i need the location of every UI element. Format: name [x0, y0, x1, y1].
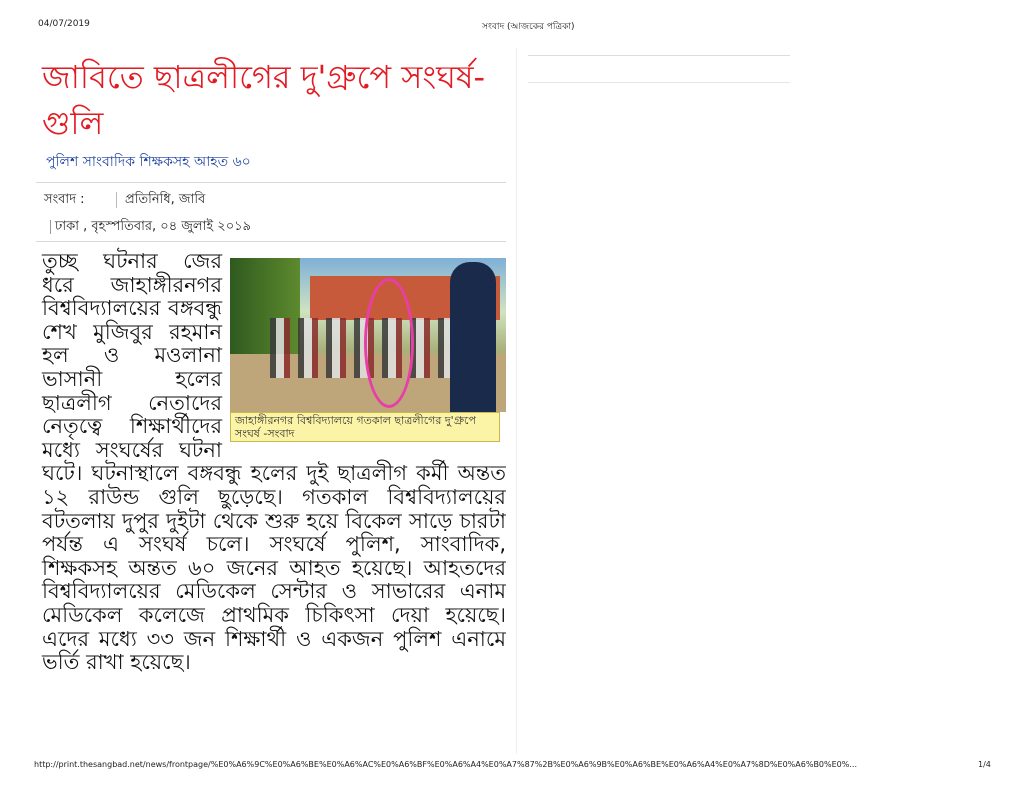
column-divider	[516, 48, 517, 754]
photo-person	[450, 262, 496, 412]
dateline-text: ঢাকা , বৃহস্পতিবার, ০৪ জুলাই ২০১৯	[55, 219, 252, 234]
print-url[interactable]: http://print.thesangbad.net/news/frontpage/%E0%A6%9C%E0%A6%BE%E0%A6%AC%E0%A6%BF%E0%A6%A4%E0%A7%87%2B%E0%A6%9B%E0%A6%BE%E0%A6%A4%E0%A7%8D%E0%A6%B0%E0%...	[34, 760, 857, 769]
headline: জাবিতে ছাত্রলীগের দু'গ্রুপে সংঘর্ষ-গুলি	[42, 58, 486, 142]
article-body-text: তুচ্ছ ঘটনার জের ধরে জাহাঙ্গীরনগর বিশ্ববিদ্যালয়ের বঙ্গবন্ধু শেখ মুজিবুর রহমান হল ও মওলানা ভাসানী হলের ছাত্রলীগ নেতাদের নেতৃত্বে শিক্ষার্থীদের মধ্যে সংঘর্ষের ঘটনা ঘটে। ঘটনাস্থালে বঙ্গবন্ধু হলের দুই ছাত্রলীগ কর্মী অন্তত ১২ রাউন্ড গুলি ছুড়েছে। গতকাল বিশ্ববিদ্যালয়ের বটতলায় দুপুর দুইটা থেকে শুরু হয়ে বিকেল সাড়ে চারটা পর্যন্ত এ সংঘর্ষ চলে। সংঘর্ষে পুলিশ, সাংবাদিক, শিক্ষকসহ অন্তত ৬০ জনের আহত হয়েছে। আহতদের বিশ্ববিদ্যালয়ের মেডিকেল সেন্টার ও সাভারের এনাম মেডিকেল কলেজে প্রাথমিক চিকিৎসা দেয়া হয়েছে। এদের মধ্যে ৩৩ জন শিক্ষার্থী ও একজন পুলিশ এনামে ভর্তি রাখা হয়েছে।	[42, 249, 506, 675]
news-photo[interactable]	[230, 258, 506, 412]
dateline-bar	[50, 220, 51, 234]
print-page-title: সংবাদ (আজকের পত্রিকা)	[482, 22, 575, 32]
right-column-rule	[528, 82, 790, 83]
right-column-rule	[528, 55, 790, 56]
divider	[36, 241, 506, 242]
article-body	[36, 250, 506, 675]
byline-separator	[116, 192, 117, 208]
divider	[36, 182, 506, 183]
news-photo-figure	[230, 258, 506, 446]
highlight-ring	[364, 278, 414, 408]
photo-caption: জাহাঙ্গীরনগর বিশ্ববিদ্যালয়ে গতকাল ছাত্রলীগের দু'গ্রুপে সংঘর্ষ -সংবাদ	[230, 412, 500, 442]
page-number: 1/4	[978, 760, 991, 769]
byline-label: সংবাদ :	[44, 191, 85, 207]
photo-crowd	[270, 318, 450, 378]
article	[36, 48, 506, 754]
dateline	[50, 217, 506, 239]
byline	[36, 189, 506, 211]
byline-value: প্রতিনিধি, জাবি	[125, 191, 206, 207]
print-date: 04/07/2019	[38, 19, 90, 29]
subheadline: পুলিশ সাংবাদিক শিক্ষকসহ আহত ৬০	[46, 154, 251, 170]
